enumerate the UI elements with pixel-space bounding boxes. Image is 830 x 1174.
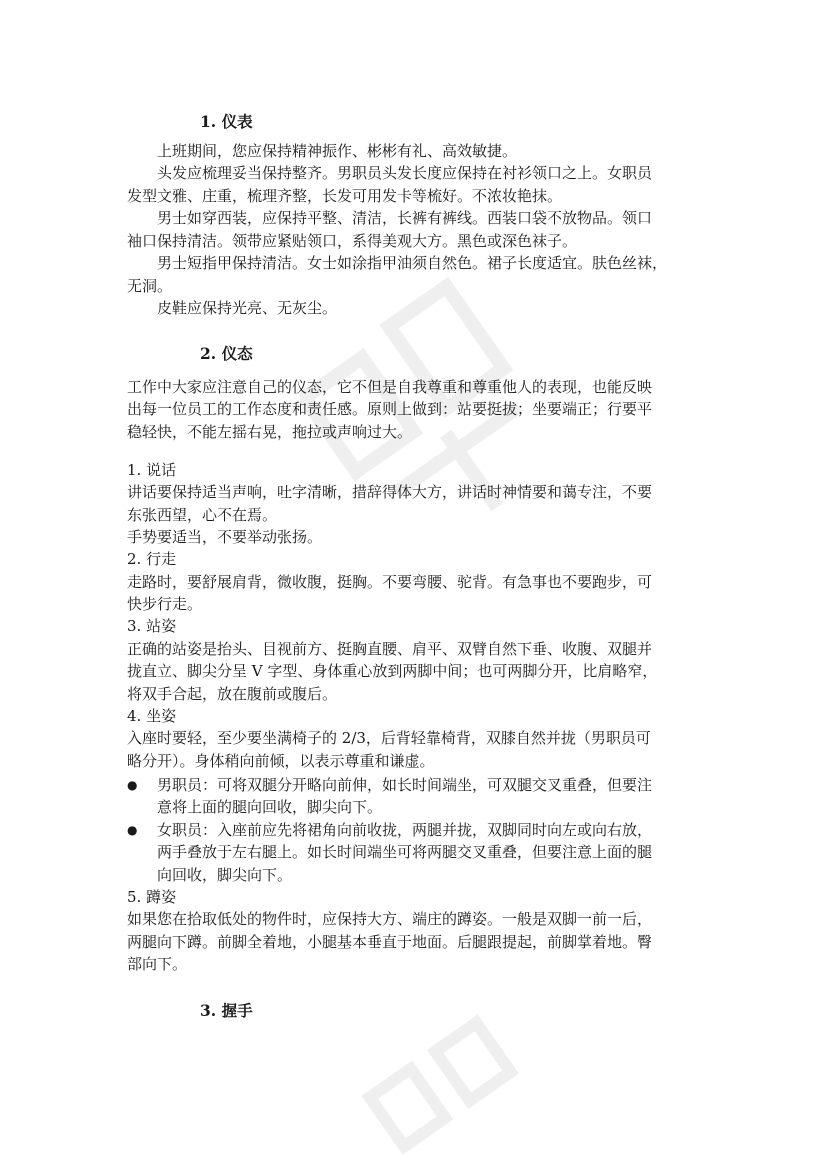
section-2-heading: 2. 仪态	[200, 344, 253, 363]
bullet-line: 意将上面的腿向回收，脚尖向下。	[157, 798, 383, 816]
bullet-marker: ●	[127, 778, 138, 792]
intro-line: 稳轻快，不能左摇右晃，拖拉或声响过大。	[127, 423, 413, 441]
item-line: 手势要适当，不要举动张扬。	[127, 528, 323, 546]
item-line: 东张西望，心不在焉。	[127, 506, 278, 524]
paragraph-line: 袖口保持清洁。领带应紧贴领口，系得美观大方。黑色或深色袜子。	[127, 232, 578, 250]
intro-line: 出每一位员工的工作态度和责任感。原则上做到：站要挺拔；坐要端正；行要平	[127, 400, 653, 418]
item-line: 两腿向下蹲。前脚全着地，小腿基本垂直于地面。后腿跟提起，前脚掌着地。臀	[127, 933, 653, 951]
item-line: 讲话要保持适当声响，吐字清晰，措辞得体大方，讲话时神情要和蔼专注，不要	[127, 483, 653, 501]
item-title-squatting: 5. 蹲姿	[127, 888, 177, 906]
bullet-line: 女职员：入座前应先将裙角向前收拢，两腿并拢，双脚同时向左或向右放，	[157, 821, 653, 839]
section-1-heading: 1. 仪表	[200, 112, 253, 131]
bullet-line: 向回收，脚尖向下。	[157, 866, 293, 884]
paragraph-line: 男士短指甲保持清洁。女士如涂指甲油须自然色。裙子长度适宜。肤色丝袜，	[157, 254, 668, 272]
item-line: 走路时，要舒展肩背，微收腹，挺胸。不要弯腰、驼背。有急事也不要跑步，可	[127, 573, 653, 591]
paragraph-line: 无洞。	[127, 277, 173, 295]
item-line: 如果您在拾取低处的物件时，应保持大方、端庄的蹲姿。一般是双脚一前一后，	[127, 910, 653, 928]
item-title-standing: 3. 站姿	[127, 617, 177, 635]
paragraph-line: 发型文雅、庄重，梳理齐整，长发可用发卡等梳好。不浓妆艳抹。	[127, 187, 563, 205]
paragraph-line: 男士如穿西装，应保持平整、清洁，长裤有裤线。西装口袋不放物品。领口	[157, 209, 653, 227]
item-title-sitting: 4. 坐姿	[127, 707, 177, 725]
section-3-heading: 3. 握手	[200, 1001, 253, 1020]
item-line: 入座时要轻，至少要坐满椅子的 2/3，后背轻靠椅背，双膝自然并拢（男职员可	[127, 729, 651, 747]
item-line: 快步行走。	[127, 595, 203, 613]
item-title-speaking: 1. 说话	[127, 461, 177, 479]
intro-line: 工作中大家应注意自己的仪态，它不但是自我尊重和尊重他人的表现，也能反映	[127, 378, 653, 396]
item-line: 正确的站姿是抬头、目视前方、挺胸直腰、肩平、双臂自然下垂、收腹、双腿并	[127, 640, 653, 658]
bullet-line: 男职员：可将双腿分开略向前伸，如长时间端坐，可双腿交叉重叠，但要注	[157, 776, 653, 794]
watermark-logo-bottom	[360, 1010, 540, 1170]
item-line: 将双手合起，放在腹前或腹后。	[127, 685, 338, 703]
paragraph-line: 上班期间，您应保持精神振作、彬彬有礼、高效敏捷。	[157, 142, 518, 160]
paragraph-line: 皮鞋应保持光亮、无灰尘。	[157, 299, 338, 317]
paragraph-line: 头发应梳理妥当保持整齐。男职员头发长度应保持在衬衫领口之上。女职员	[157, 164, 653, 182]
bullet-line: 两手叠放于左右腿上。如长时间端坐可将两腿交叉重叠，但要注意上面的腿	[157, 843, 653, 861]
item-line: 部向下。	[127, 955, 188, 973]
item-line: 略分开）。身体稍向前倾，以表示尊重和谦虚。	[127, 752, 435, 770]
bullet-marker: ●	[127, 823, 138, 837]
item-line: 拢直立、脚尖分呈 V 字型、身体重心放到两脚中间；也可两脚分开，比肩略窄，	[127, 662, 658, 680]
item-title-walking: 2. 行走	[127, 550, 177, 568]
